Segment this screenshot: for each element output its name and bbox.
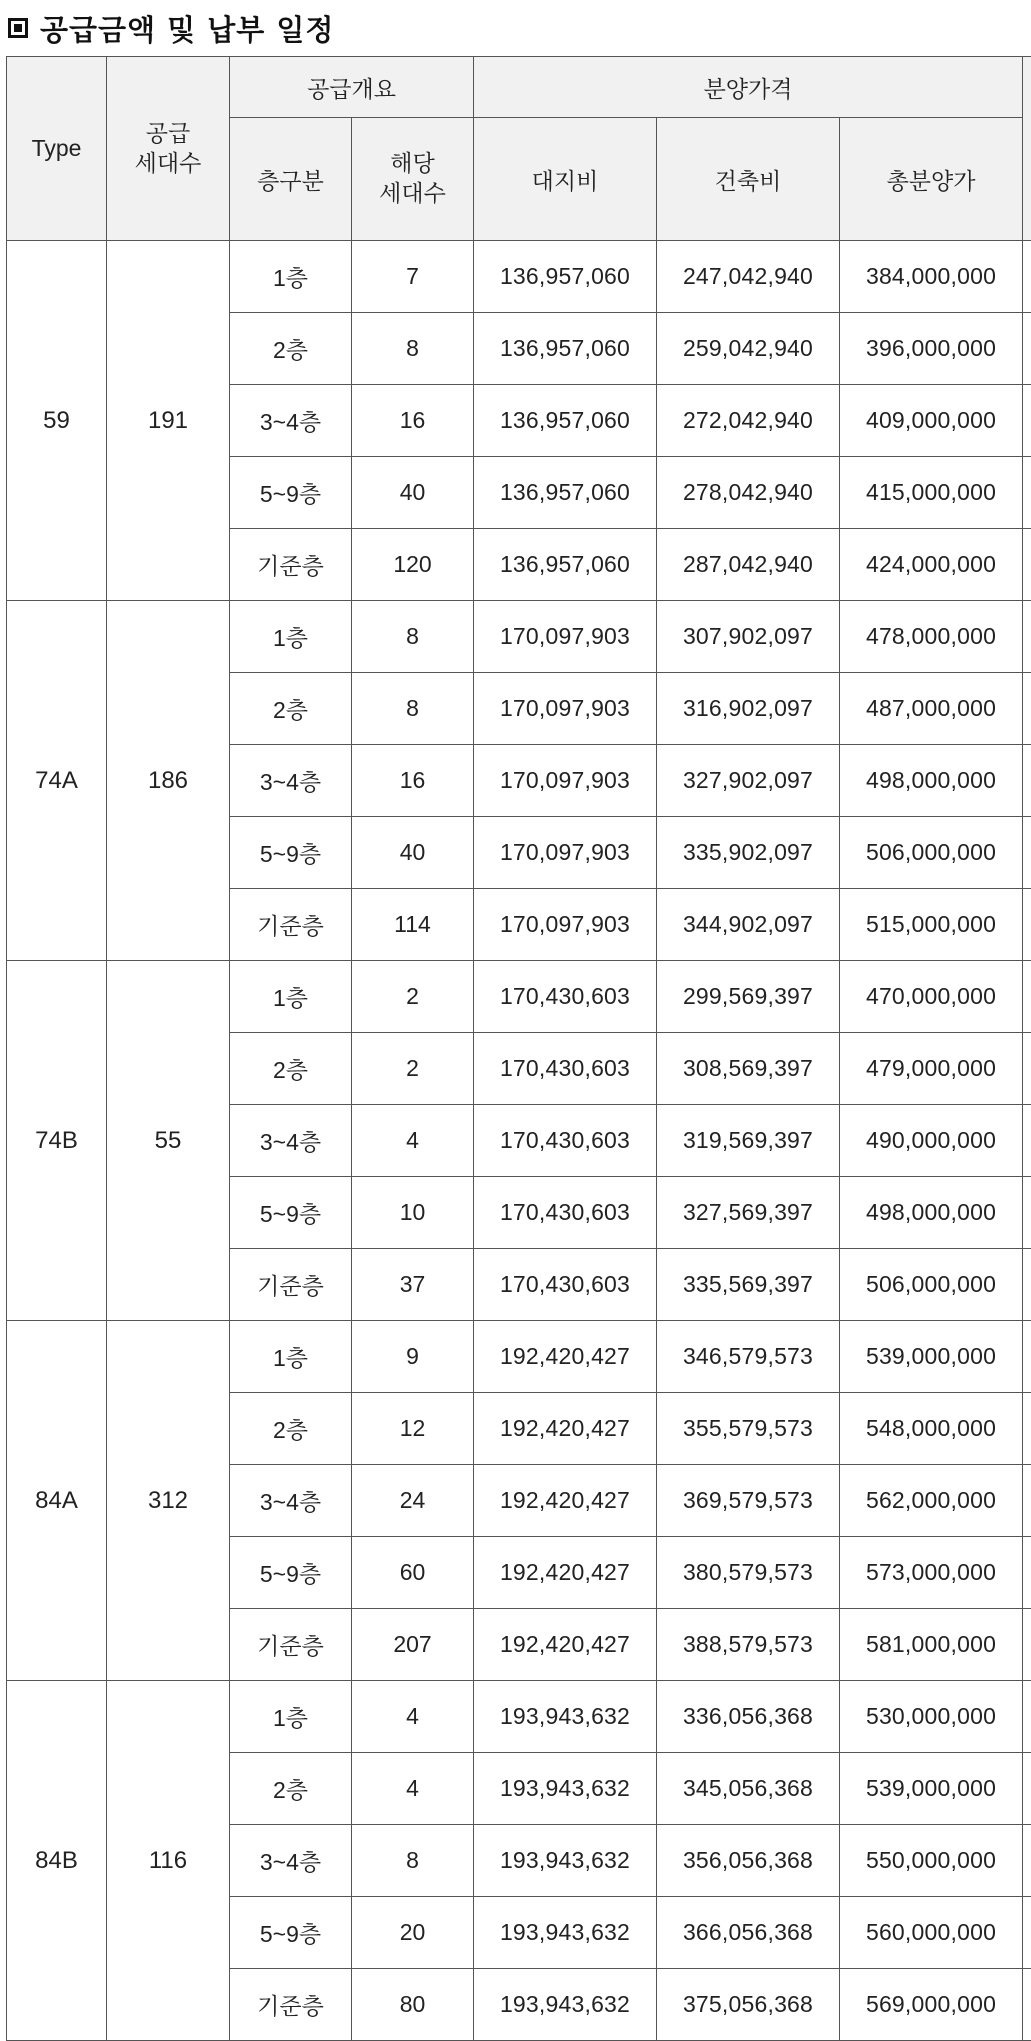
- total-price-cell: 498,000,000: [840, 1177, 1023, 1249]
- count-cell: 4: [352, 1105, 474, 1177]
- edge-cell: [1023, 1393, 1031, 1465]
- floor-cell: 5~9층: [230, 1897, 352, 1969]
- building-cost-cell: 307,902,097: [657, 601, 840, 673]
- building-cost-cell: 388,579,573: [657, 1609, 840, 1681]
- total-price-cell: 550,000,000: [840, 1825, 1023, 1897]
- count-cell: 40: [352, 457, 474, 529]
- floor-cell: 2층: [230, 1753, 352, 1825]
- building-cost-cell: 366,056,368: [657, 1897, 840, 1969]
- floor-cell: 3~4층: [230, 1105, 352, 1177]
- building-cost-cell: 369,579,573: [657, 1465, 840, 1537]
- land-cost-cell: 192,420,427: [474, 1609, 657, 1681]
- floor-cell: 3~4층: [230, 1465, 352, 1537]
- edge-cell: [1023, 673, 1031, 745]
- type-cell: 84A: [7, 1321, 107, 1681]
- land-cost-cell: 136,957,060: [474, 313, 657, 385]
- edge-cell: [1023, 1969, 1031, 2041]
- building-cost-cell: 335,569,397: [657, 1249, 840, 1321]
- floor-cell: 3~4층: [230, 745, 352, 817]
- land-cost-cell: 170,097,903: [474, 817, 657, 889]
- count-cell: 4: [352, 1681, 474, 1753]
- land-cost-cell: 192,420,427: [474, 1537, 657, 1609]
- type-cell: 84B: [7, 1681, 107, 2041]
- edge-cell: [1023, 313, 1031, 385]
- building-cost-cell: 319,569,397: [657, 1105, 840, 1177]
- count-cell: 8: [352, 313, 474, 385]
- count-cell: 2: [352, 1033, 474, 1105]
- edge-cell: [1023, 1321, 1031, 1393]
- building-cost-cell: 336,056,368: [657, 1681, 840, 1753]
- header-applicable-households-label: 해당 세대수: [379, 150, 446, 206]
- building-cost-cell: 355,579,573: [657, 1393, 840, 1465]
- total-price-cell: 424,000,000: [840, 529, 1023, 601]
- total-price-cell: 490,000,000: [840, 1105, 1023, 1177]
- floor-cell: 5~9층: [230, 1177, 352, 1249]
- table-row: [7, 241, 1031, 313]
- count-cell: 7: [352, 241, 474, 313]
- building-cost-cell: 299,569,397: [657, 961, 840, 1033]
- count-cell: 207: [352, 1609, 474, 1681]
- supply-households-cell: 312: [107, 1321, 230, 1681]
- total-price-cell: 530,000,000: [840, 1681, 1023, 1753]
- header-type: Type: [7, 57, 107, 241]
- count-cell: 114: [352, 889, 474, 961]
- price-table: [6, 56, 1031, 2041]
- total-price-cell: 487,000,000: [840, 673, 1023, 745]
- edge-cell: [1023, 601, 1031, 673]
- land-cost-cell: 192,420,427: [474, 1321, 657, 1393]
- edge-cell: [1023, 529, 1031, 601]
- total-price-cell: 498,000,000: [840, 745, 1023, 817]
- land-cost-cell: 136,957,060: [474, 457, 657, 529]
- land-cost-cell: 192,420,427: [474, 1465, 657, 1537]
- total-price-cell: 470,000,000: [840, 961, 1023, 1033]
- floor-cell: 2층: [230, 1393, 352, 1465]
- land-cost-cell: 170,097,903: [474, 889, 657, 961]
- total-price-cell: 573,000,000: [840, 1537, 1023, 1609]
- land-cost-cell: 170,430,603: [474, 961, 657, 1033]
- table-row: [7, 1321, 1031, 1393]
- type-cell: 59: [7, 241, 107, 601]
- header-total-sale-price: 총분양가: [840, 118, 1023, 241]
- land-cost-cell: 170,430,603: [474, 1249, 657, 1321]
- count-cell: 4: [352, 1753, 474, 1825]
- count-cell: 2: [352, 961, 474, 1033]
- total-price-cell: 506,000,000: [840, 817, 1023, 889]
- total-price-cell: 539,000,000: [840, 1321, 1023, 1393]
- building-cost-cell: 380,579,573: [657, 1537, 840, 1609]
- count-cell: 20: [352, 1897, 474, 1969]
- building-cost-cell: 335,902,097: [657, 817, 840, 889]
- count-cell: 10: [352, 1177, 474, 1249]
- land-cost-cell: 170,430,603: [474, 1177, 657, 1249]
- land-cost-cell: 170,430,603: [474, 1033, 657, 1105]
- supply-households-cell: 191: [107, 241, 230, 601]
- edge-cell: [1023, 1825, 1031, 1897]
- land-cost-cell: 136,957,060: [474, 529, 657, 601]
- total-price-cell: 539,000,000: [840, 1753, 1023, 1825]
- count-cell: 80: [352, 1969, 474, 2041]
- total-price-cell: 478,000,000: [840, 601, 1023, 673]
- land-cost-cell: 193,943,632: [474, 1825, 657, 1897]
- building-cost-cell: 247,042,940: [657, 241, 840, 313]
- page-title: [8, 6, 334, 50]
- table-row: [7, 1681, 1031, 1753]
- land-cost-cell: 192,420,427: [474, 1393, 657, 1465]
- floor-cell: 2층: [230, 1033, 352, 1105]
- count-cell: 120: [352, 529, 474, 601]
- total-price-cell: 569,000,000: [840, 1969, 1023, 2041]
- header-supply-overview: 공급개요: [230, 57, 474, 118]
- floor-cell: 1층: [230, 241, 352, 313]
- building-cost-cell: 327,902,097: [657, 745, 840, 817]
- edge-cell: [1023, 1681, 1031, 1753]
- land-cost-cell: 136,957,060: [474, 385, 657, 457]
- header-edge-cell: [1023, 57, 1031, 241]
- edge-cell: [1023, 745, 1031, 817]
- edge-cell: [1023, 1465, 1031, 1537]
- total-price-cell: 384,000,000: [840, 241, 1023, 313]
- count-cell: 16: [352, 745, 474, 817]
- total-price-cell: 409,000,000: [840, 385, 1023, 457]
- edge-cell: [1023, 817, 1031, 889]
- floor-cell: 5~9층: [230, 457, 352, 529]
- supply-households-cell: 186: [107, 601, 230, 961]
- building-cost-cell: 272,042,940: [657, 385, 840, 457]
- floor-cell: 2층: [230, 673, 352, 745]
- count-cell: 37: [352, 1249, 474, 1321]
- floor-cell: 2층: [230, 313, 352, 385]
- total-price-cell: 562,000,000: [840, 1465, 1023, 1537]
- building-cost-cell: 278,042,940: [657, 457, 840, 529]
- count-cell: 24: [352, 1465, 474, 1537]
- total-price-cell: 515,000,000: [840, 889, 1023, 961]
- edge-cell: [1023, 1177, 1031, 1249]
- total-price-cell: 506,000,000: [840, 1249, 1023, 1321]
- building-cost-cell: 259,042,940: [657, 313, 840, 385]
- table-body: [7, 241, 1031, 2041]
- edge-cell: [1023, 1537, 1031, 1609]
- land-cost-cell: 136,957,060: [474, 241, 657, 313]
- header-land-cost: 대지비: [474, 118, 657, 241]
- count-cell: 60: [352, 1537, 474, 1609]
- total-price-cell: 560,000,000: [840, 1897, 1023, 1969]
- floor-cell: 1층: [230, 601, 352, 673]
- total-price-cell: 581,000,000: [840, 1609, 1023, 1681]
- type-cell: 74B: [7, 961, 107, 1321]
- table-row: [7, 961, 1031, 1033]
- edge-cell: [1023, 385, 1031, 457]
- edge-cell: [1023, 1897, 1031, 1969]
- total-price-cell: 548,000,000: [840, 1393, 1023, 1465]
- count-cell: 8: [352, 1825, 474, 1897]
- land-cost-cell: 170,097,903: [474, 601, 657, 673]
- count-cell: 8: [352, 601, 474, 673]
- edge-cell: [1023, 1249, 1031, 1321]
- header-sale-price: 분양가격: [474, 57, 1023, 118]
- total-price-cell: 479,000,000: [840, 1033, 1023, 1105]
- floor-cell: 기준층: [230, 889, 352, 961]
- building-cost-cell: 316,902,097: [657, 673, 840, 745]
- edge-cell: [1023, 961, 1031, 1033]
- edge-cell: [1023, 1753, 1031, 1825]
- floor-cell: 3~4층: [230, 385, 352, 457]
- edge-cell: [1023, 457, 1031, 529]
- floor-cell: 5~9층: [230, 817, 352, 889]
- count-cell: 8: [352, 673, 474, 745]
- title-text: 공급금액 및 납부 일정: [40, 8, 334, 49]
- floor-cell: 기준층: [230, 1609, 352, 1681]
- floor-cell: 기준층: [230, 1249, 352, 1321]
- header-floor-division: 층구분: [230, 118, 352, 241]
- floor-cell: 1층: [230, 961, 352, 1033]
- total-price-cell: 396,000,000: [840, 313, 1023, 385]
- building-cost-cell: 327,569,397: [657, 1177, 840, 1249]
- header-applicable-households: [352, 118, 474, 241]
- land-cost-cell: 170,097,903: [474, 673, 657, 745]
- table-row: [7, 601, 1031, 673]
- building-cost-cell: 287,042,940: [657, 529, 840, 601]
- header-building-cost: 건축비: [657, 118, 840, 241]
- count-cell: 12: [352, 1393, 474, 1465]
- floor-cell: 1층: [230, 1321, 352, 1393]
- building-cost-cell: 375,056,368: [657, 1969, 840, 2041]
- land-cost-cell: 170,430,603: [474, 1105, 657, 1177]
- header-supply-households: [107, 57, 230, 241]
- supply-households-cell: 116: [107, 1681, 230, 2041]
- building-cost-cell: 308,569,397: [657, 1033, 840, 1105]
- land-cost-cell: 193,943,632: [474, 1681, 657, 1753]
- header-supply-households-label: 공급 세대수: [135, 120, 202, 176]
- type-cell: 74A: [7, 601, 107, 961]
- edge-cell: [1023, 1105, 1031, 1177]
- floor-cell: 5~9층: [230, 1537, 352, 1609]
- edge-cell: [1023, 1609, 1031, 1681]
- building-cost-cell: 345,056,368: [657, 1753, 840, 1825]
- building-cost-cell: 346,579,573: [657, 1321, 840, 1393]
- edge-cell: [1023, 889, 1031, 961]
- land-cost-cell: 193,943,632: [474, 1897, 657, 1969]
- floor-cell: 기준층: [230, 1969, 352, 2041]
- land-cost-cell: 193,943,632: [474, 1969, 657, 2041]
- filled-square-icon: [8, 18, 28, 38]
- supply-households-cell: 55: [107, 961, 230, 1321]
- building-cost-cell: 344,902,097: [657, 889, 840, 961]
- building-cost-cell: 356,056,368: [657, 1825, 840, 1897]
- floor-cell: 1층: [230, 1681, 352, 1753]
- count-cell: 9: [352, 1321, 474, 1393]
- floor-cell: 기준층: [230, 529, 352, 601]
- count-cell: 16: [352, 385, 474, 457]
- total-price-cell: 415,000,000: [840, 457, 1023, 529]
- floor-cell: 3~4층: [230, 1825, 352, 1897]
- land-cost-cell: 170,097,903: [474, 745, 657, 817]
- count-cell: 40: [352, 817, 474, 889]
- land-cost-cell: 193,943,632: [474, 1753, 657, 1825]
- edge-cell: [1023, 1033, 1031, 1105]
- edge-cell: [1023, 241, 1031, 313]
